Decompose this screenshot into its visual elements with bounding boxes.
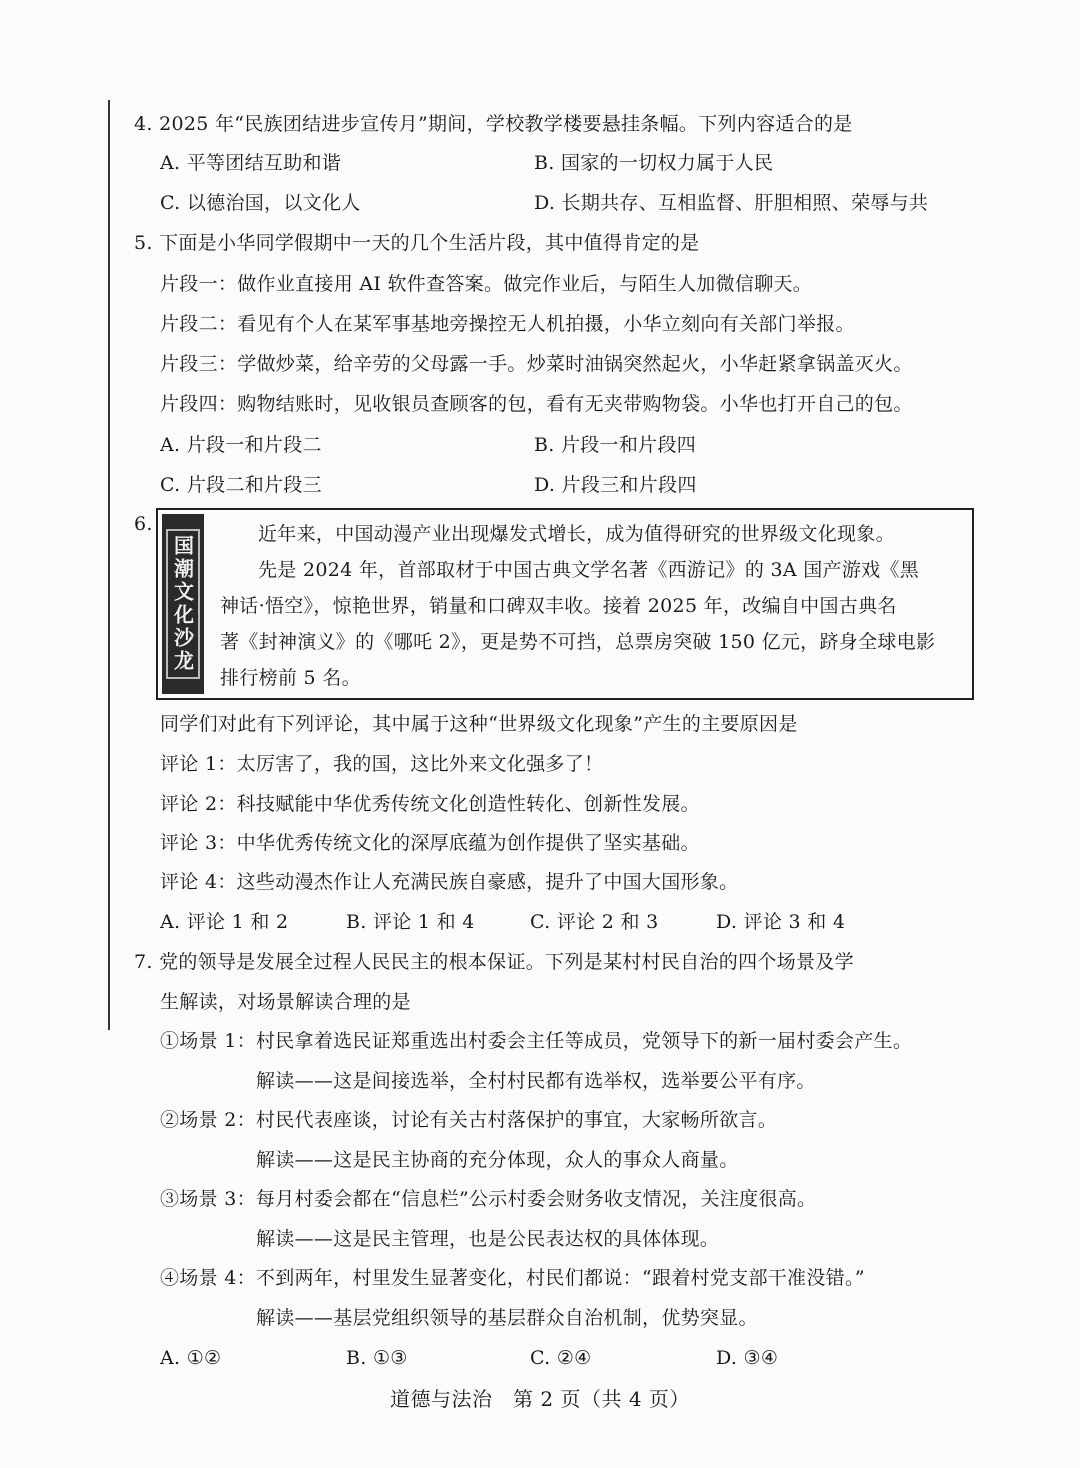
- q6-option-d: D. 评论 3 和 4: [716, 911, 846, 933]
- q6-paragraph-2b: 神话·悟空》，惊艳世界，销量和口碑双丰收。接着 2025 年，改编自中国古典名: [220, 595, 897, 617]
- q6-comment-1: 评论 1：太厉害了，我的国，这比外来文化强多了！: [160, 753, 604, 775]
- q7-stem-line-1: 7. 党的领导是发展全过程人民民主的根本保证。下列是某村村民自治的四个场景及学: [134, 951, 854, 973]
- q4-option-b: B. 国家的一切权力属于人民: [534, 152, 774, 174]
- q7-scene-1: ①场景 1：村民拿着选民证郑重选出村委会主任等成员，党领导下的新一届村委会产生。: [160, 1030, 913, 1052]
- q7-interpretation-3: 解读——这是民主管理，也是公民表达权的具体体现。: [256, 1228, 720, 1250]
- q4-option-c: C. 以德治国，以文化人: [160, 192, 361, 214]
- q6-option-a: A. 评论 1 和 2: [160, 911, 289, 933]
- q7-interpretation-4: 解读——基层党组织领导的基层群众自治机制，优势突显。: [256, 1307, 758, 1329]
- culture-salon-badge: [162, 514, 204, 694]
- q5-segment-4: 片段四：购物结账时，见收银员查顾客的包，看有无夹带购物袋。小华也打开自己的包。: [160, 393, 913, 415]
- q5-option-c: C. 片段二和片段三: [160, 474, 322, 496]
- q5-option-a: A. 片段一和片段二: [160, 434, 322, 456]
- q7-option-d: D. ③④: [716, 1347, 779, 1369]
- q6-comment-3: 评论 3：中华优秀传统文化的深厚底蕴为创作提供了坚实基础。: [160, 832, 700, 854]
- binding-margin-line: [108, 100, 110, 1030]
- q6-option-b: B. 评论 1 和 4: [346, 911, 475, 933]
- q7-scene-4: ④场景 4：不到两年，村里发生显著变化，村民们都说：“跟着村党支部干准没错。”: [160, 1267, 865, 1289]
- q6-comment-4: 评论 4：这些动漫杰作让人充满民族自豪感，提升了中国大国形象。: [160, 871, 739, 893]
- q7-option-a: A. ①②: [160, 1347, 222, 1369]
- q4-option-d: D. 长期共存、互相监督、肝胆相照、荣辱与共: [534, 192, 929, 214]
- q5-option-b: B. 片段一和片段四: [534, 434, 697, 456]
- q6-material-text: [220, 516, 960, 696]
- q6-paragraph-1: 近年来，中国动漫产业出现爆发式增长，成为值得研究的世界级文化现象。: [258, 523, 895, 545]
- badge-label: 国潮文化沙龙: [166, 529, 200, 679]
- q4-option-a: A. 平等团结互助和谐: [160, 152, 342, 174]
- q7-stem-line-2: 生解读，对场景解读合理的是: [160, 991, 411, 1013]
- q6-stem: 同学们对此有下列评论，其中属于这种“世界级文化现象”产生的主要原因是: [160, 713, 798, 735]
- q5-segment-2: 片段二：看见有个人在某军事基地旁操控无人机拍摄，小华立刻向有关部门举报。: [160, 313, 855, 335]
- q6-comment-2: 评论 2：科技赋能中华优秀传统文化创造性转化、创新性发展。: [160, 793, 700, 815]
- q5-option-d: D. 片段三和片段四: [534, 474, 697, 496]
- q6-material-box: [156, 508, 974, 700]
- q6-number: 6.: [134, 513, 153, 535]
- q7-scene-2: ②场景 2：村民代表座谈，讨论有关古村落保护的事宜，大家畅所欲言。: [160, 1109, 778, 1131]
- q7-interpretation-1: 解读——这是间接选举，全村村民都有选举权，选举要公平有序。: [256, 1070, 816, 1092]
- q5-segment-1: 片段一：做作业直接用 AI 软件查答案。做完作业后，与陌生人加微信聊天。: [160, 273, 813, 295]
- q7-option-c: C. ②④: [530, 1347, 592, 1369]
- q7-option-b: B. ①③: [346, 1347, 408, 1369]
- q6-paragraph-2d: 排行榜前 5 名。: [220, 667, 361, 689]
- q7-scene-3: ③场景 3：每月村委会都在“信息栏”公示村委会财务收支情况，关注度很高。: [160, 1188, 817, 1210]
- q7-interpretation-2: 解读——这是民主协商的充分体现，众人的事众人商量。: [256, 1149, 739, 1171]
- q5-stem: 5. 下面是小华同学假期中一天的几个生活片段，其中值得肯定的是: [134, 232, 700, 254]
- q6-option-c: C. 评论 2 和 3: [530, 911, 659, 933]
- q5-segment-3: 片段三：学做炒菜，给辛劳的父母露一手。炒菜时油锅突然起火，小华赶紧拿锅盖灭火。: [160, 353, 913, 375]
- q6-paragraph-2c: 著《封神演义》的《哪吒 2》，更是势不可挡，总票房突破 150 亿元，跻身全球电影: [220, 631, 936, 653]
- page-footer: 道德与法治 第 2 页（共 4 页）: [390, 1387, 690, 1411]
- q4-stem: 4. 2025 年“民族团结进步宣传月”期间，学校教学楼要悬挂条幅。下列内容适合的是: [134, 113, 853, 135]
- q6-paragraph-2a: 先是 2024 年，首部取材于中国古典文学名著《西游记》的 3A 国产游戏《黑: [258, 559, 920, 581]
